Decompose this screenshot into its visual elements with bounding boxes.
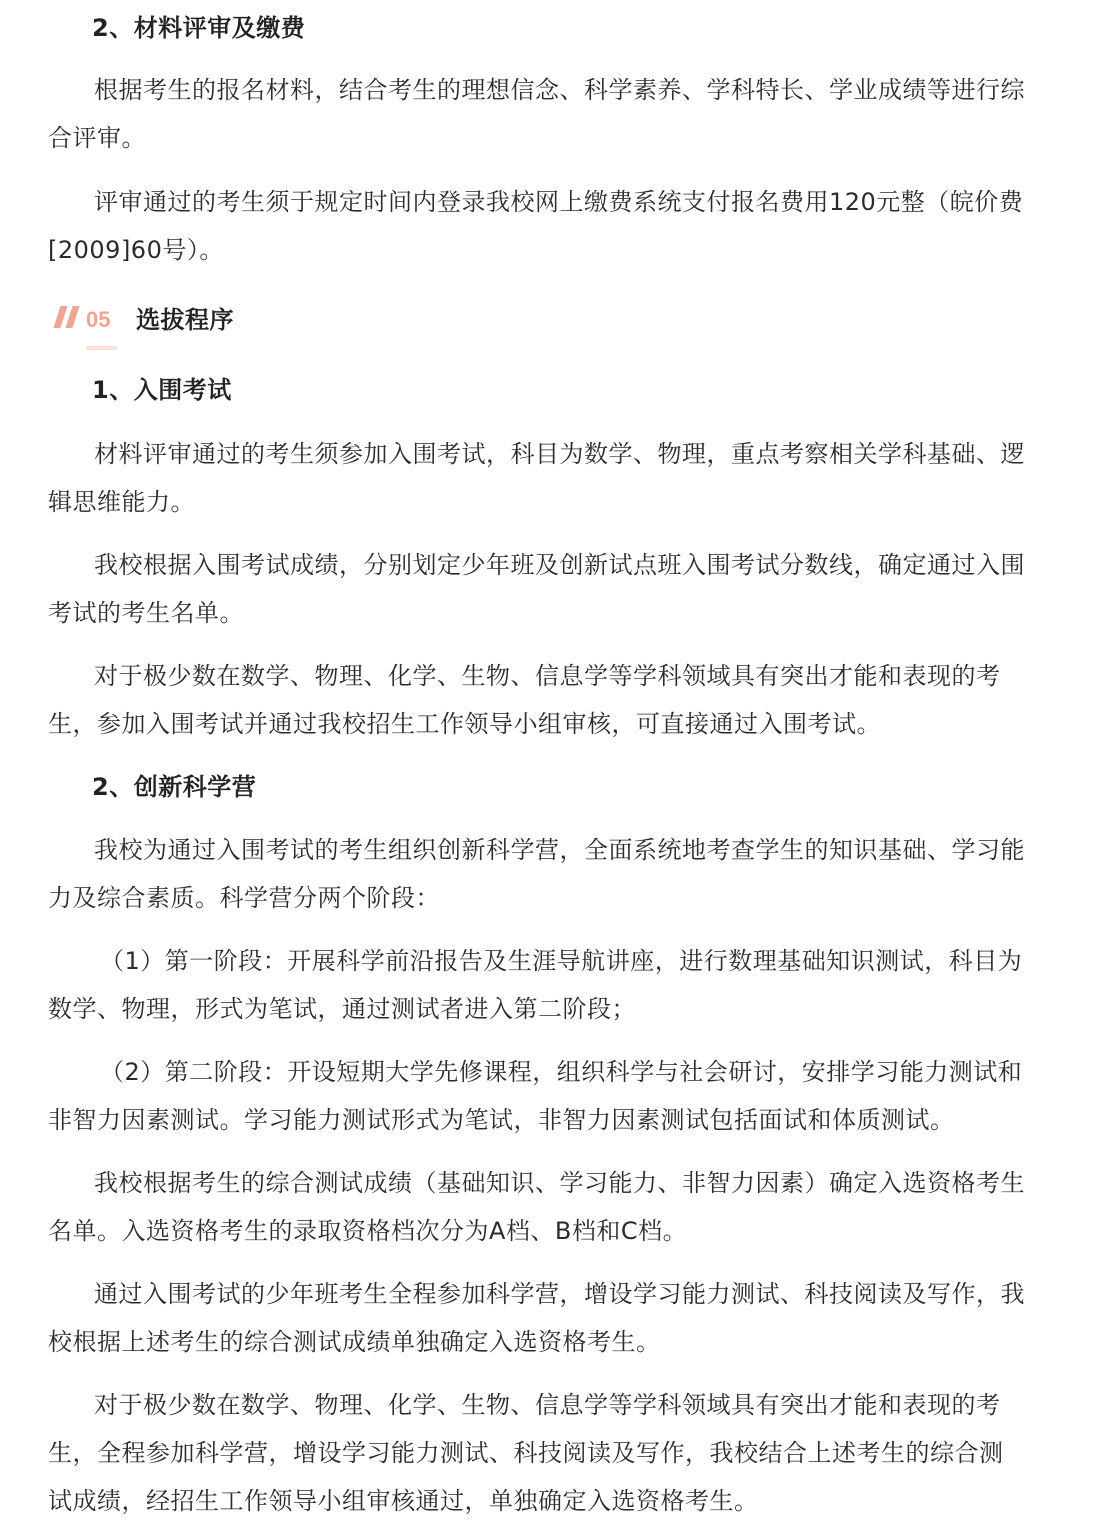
paragraph-line: 生，全程参加科学营，增设学习能力测试、科技阅读及写作，我校结合上述考生的综合测 (48, 1439, 1004, 1467)
section-title: 选拔程序 (136, 306, 234, 334)
paragraph-line: 力及综合素质。科学营分两个阶段： (48, 884, 440, 912)
subheading-science-camp: 2、创新科学营 (92, 773, 257, 801)
paragraph-line: 评审通过的考生须于规定时间内登录我校网上缴费系统支付报名费用120元整（皖价费 (94, 188, 1024, 216)
paragraph-line: 通过入围考试的少年班考生全程参加科学营，增设学习能力测试、科技阅读及写作，我 (94, 1280, 1025, 1308)
subheading-materials-review: 2、材料评审及缴费 (92, 14, 306, 42)
paragraph-line: 考试的考生名单。 (48, 599, 244, 627)
paragraph-line: 生，参加入围考试并通过我校招生工作领导小组审核，可直接通过入围考试。 (48, 710, 881, 738)
paragraph-line: 非智力因素测试。学习能力测试形式为笔试，非智力因素测试包括面试和体质测试。 (48, 1106, 955, 1134)
paragraph-line: 校根据上述考生的综合测试成绩单独确定入选资格考生。 (48, 1328, 661, 1356)
paragraph-line: 我校根据考生的综合测试成绩（基础知识、学习能力、非智力因素）确定入选资格考生 (94, 1169, 1025, 1197)
section-number-underline (86, 346, 117, 350)
double-slash-icon (54, 306, 80, 328)
paragraph-line: 对于极少数在数学、物理、化学、生物、信息学等学科领域具有突出才能和表现的考 (94, 1391, 1001, 1419)
section-number: 05 (86, 307, 111, 332)
paragraph-line: [2009]60号）。 (48, 236, 224, 264)
paragraph-line: 我校根据入围考试成绩，分别划定少年班及创新试点班入围考试分数线，确定通过入围 (94, 551, 1025, 579)
paragraph-line: （2）第二阶段：开设短期大学先修课程，组织科学与社会研讨，安排学习能力测试和 (100, 1058, 1023, 1086)
paragraph-line: 名单。入选资格考生的录取资格档次分为A档、B档和C档。 (48, 1217, 688, 1245)
paragraph-line: 数学、物理，形式为笔试，通过测试者进入第二阶段； (48, 995, 636, 1023)
paragraph-line: 试成绩，经招生工作领导小组审核通过，单独确定入选资格考生。 (48, 1487, 759, 1515)
paragraph-line: 合评审。 (48, 124, 146, 152)
paragraph-line: 对于极少数在数学、物理、化学、生物、信息学等学科领域具有突出才能和表现的考 (94, 662, 1001, 690)
paragraph-line: 材料评审通过的考生须参加入围考试，科目为数学、物理，重点考察相关学科基础、逻 (94, 440, 1025, 468)
paragraph-line: 辑思维能力。 (48, 488, 195, 516)
section-header (54, 300, 454, 356)
subheading-qualifying-exam: 1、入围考试 (92, 376, 232, 404)
paragraph-line: 根据考生的报名材料，结合考生的理想信念、科学素养、学科特长、学业成绩等进行综 (94, 76, 1025, 104)
paragraph-line: （1）第一阶段：开展科学前沿报告及生涯导航讲座，进行数理基础知识测试，科目为 (100, 947, 1023, 975)
paragraph-line: 我校为通过入围考试的考生组织创新科学营，全面系统地考查学生的知识基础、学习能 (94, 836, 1025, 864)
